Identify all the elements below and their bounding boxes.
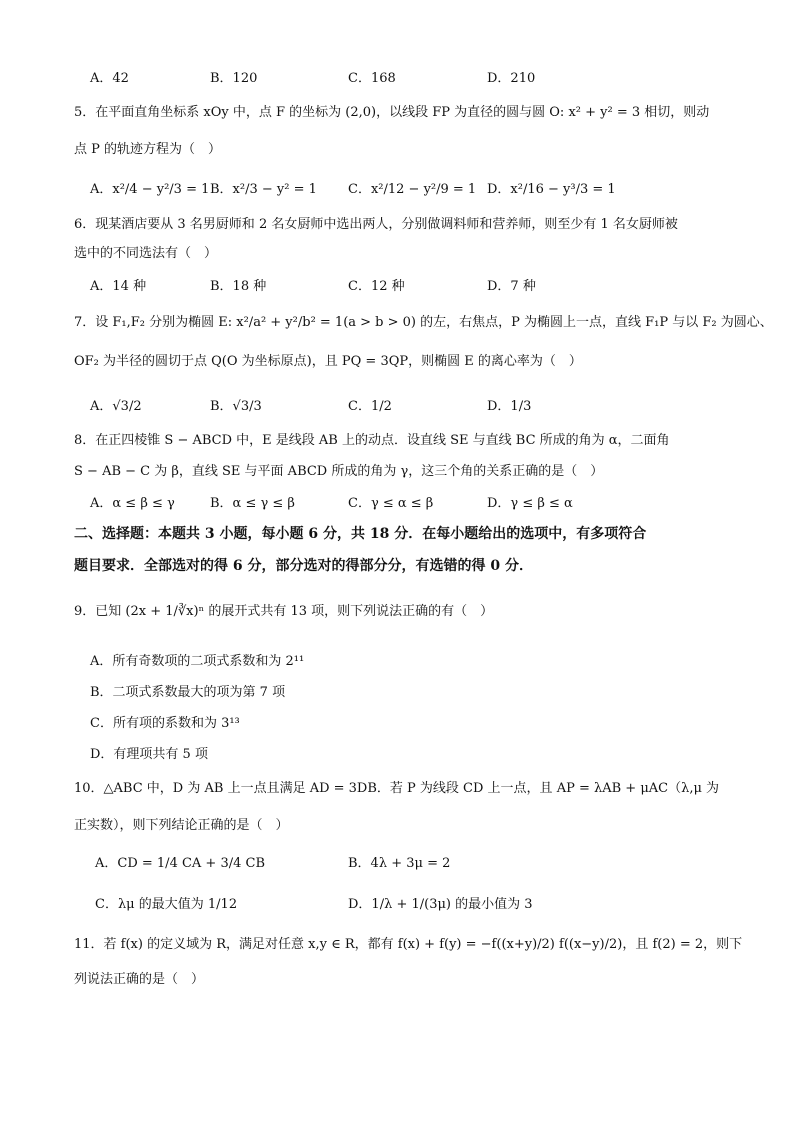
q4-option-d: D．210	[487, 71, 536, 86]
q6-stem-line2: 选中的不同选法有（ ）	[74, 246, 218, 261]
q5-option-a: A．x²/4 − y²/3 = 1	[90, 182, 210, 197]
q8-option-d: D．γ ≤ β ≤ α	[487, 496, 573, 511]
q10-stem-line2: 正实数），则下列结论正确的是（ ）	[74, 818, 289, 833]
q4-option-b: B．120	[210, 71, 258, 86]
q9-stem: 9．已知 (2x + 1/∛x)ⁿ 的展开式共有 13 项，则下列说法正确的有（ ）	[74, 604, 494, 619]
q11-stem-line1: 11．若 f(x) 的定义域为 R，满足对任意 x,y ∈ R，都有 f(x) + f(y) = −f((x+y)/2) f((x−y)/2)，且 f(2) = 2，则下	[74, 937, 743, 952]
q6-option-a: A．14 种	[90, 279, 147, 294]
q4-option-c: C．168	[348, 71, 396, 86]
q8-option-a: A．α ≤ β ≤ γ	[90, 496, 175, 511]
q5-option-b: B．x²/3 − y² = 1	[210, 182, 317, 197]
q6-stem-line1: 6．现某酒店要从 3 名男厨师和 2 名女厨师中选出两人，分别做调料师和营养师，则至少有 1 名女厨师被	[74, 217, 678, 232]
q10-option-d: D．1/λ + 1/(3μ) 的最小值为 3	[348, 897, 533, 912]
q10-option-c: C．λμ 的最大值为 1/12	[95, 897, 238, 912]
q9-option-b: B．二项式系数最大的项为第 7 项	[90, 685, 286, 700]
section2-heading-line1: 二、选择题：本题共 3 小题，每小题 6 分，共 18 分．在每小题给出的选项中，有多项符合	[74, 526, 647, 542]
q6-option-b: B．18 种	[210, 279, 267, 294]
q5-stem-line1: 5．在平面直角坐标系 xOy 中，点 F 的坐标为 (2,0)，以线段 FP 为直径的圆与圆 O: x² + y² = 3 相切，则动	[74, 105, 710, 120]
q7-stem-line1: 7．设 F₁,F₂ 分别为椭圆 E: x²/a² + y²/b² = 1(a > b > 0) 的左，右焦点，P 为椭圆上一点，直线 F₁P 与以 F₂ 为圆心、	[74, 315, 773, 330]
q7-option-d: D．1/3	[487, 399, 532, 414]
q7-option-b: B．√3/3	[210, 399, 262, 414]
q5-stem-line2: 点 P 的轨迹方程为（ ）	[74, 142, 222, 157]
q9-option-d: D．有理项共有 5 项	[90, 747, 208, 762]
q6-option-d: D．7 种	[487, 279, 536, 294]
q6-option-c: C．12 种	[348, 279, 405, 294]
q8-option-c: C．γ ≤ α ≤ β	[348, 496, 434, 511]
q8-stem-line2: S − AB − C 为 β，直线 SE 与平面 ABCD 所成的角为 γ，这三个角的关系正确的是（ ）	[74, 464, 604, 479]
q10-stem-line1: 10．△ABC 中，D 为 AB 上一点且满足 AD = 3DB．若 P 为线段 CD 上一点，且 AP = λAB + μAC（λ,μ 为	[74, 781, 720, 796]
q7-option-c: C．1/2	[348, 399, 392, 414]
q7-option-a: A．√3/2	[90, 399, 142, 414]
q5-option-d: D．x²/16 − y³/3 = 1	[487, 182, 616, 197]
q9-option-a: A．所有奇数项的二项式系数和为 2¹¹	[90, 654, 305, 669]
q8-stem-line1: 8．在正四棱锥 S − ABCD 中，E 是线段 AB 上的动点．设直线 SE 与直线 BC 所成的角为 α，二面角	[74, 433, 670, 448]
section2-heading-line2: 题目要求．全部选对的得 6 分，部分选对的得部分分，有选错的得 0 分．	[74, 558, 533, 574]
q9-option-c: C．所有项的系数和为 3¹³	[90, 716, 240, 731]
q5-option-c: C．x²/12 − y²/9 = 1	[348, 182, 477, 197]
q7-stem-line2: OF₂ 为半径的圆切于点 Q(O 为坐标原点)，且 PQ = 3QP，则椭圆 E 的离心率为（ ）	[74, 354, 582, 369]
q10-option-b: B．4λ + 3μ = 2	[348, 856, 451, 871]
q4-option-a: A．42	[90, 71, 129, 86]
q10-option-a: A．CD = 1/4 CA + 3/4 CB	[95, 856, 266, 871]
q8-option-b: B．α ≤ γ ≤ β	[210, 496, 295, 511]
q11-stem-line2: 列说法正确的是（ ）	[74, 972, 205, 987]
